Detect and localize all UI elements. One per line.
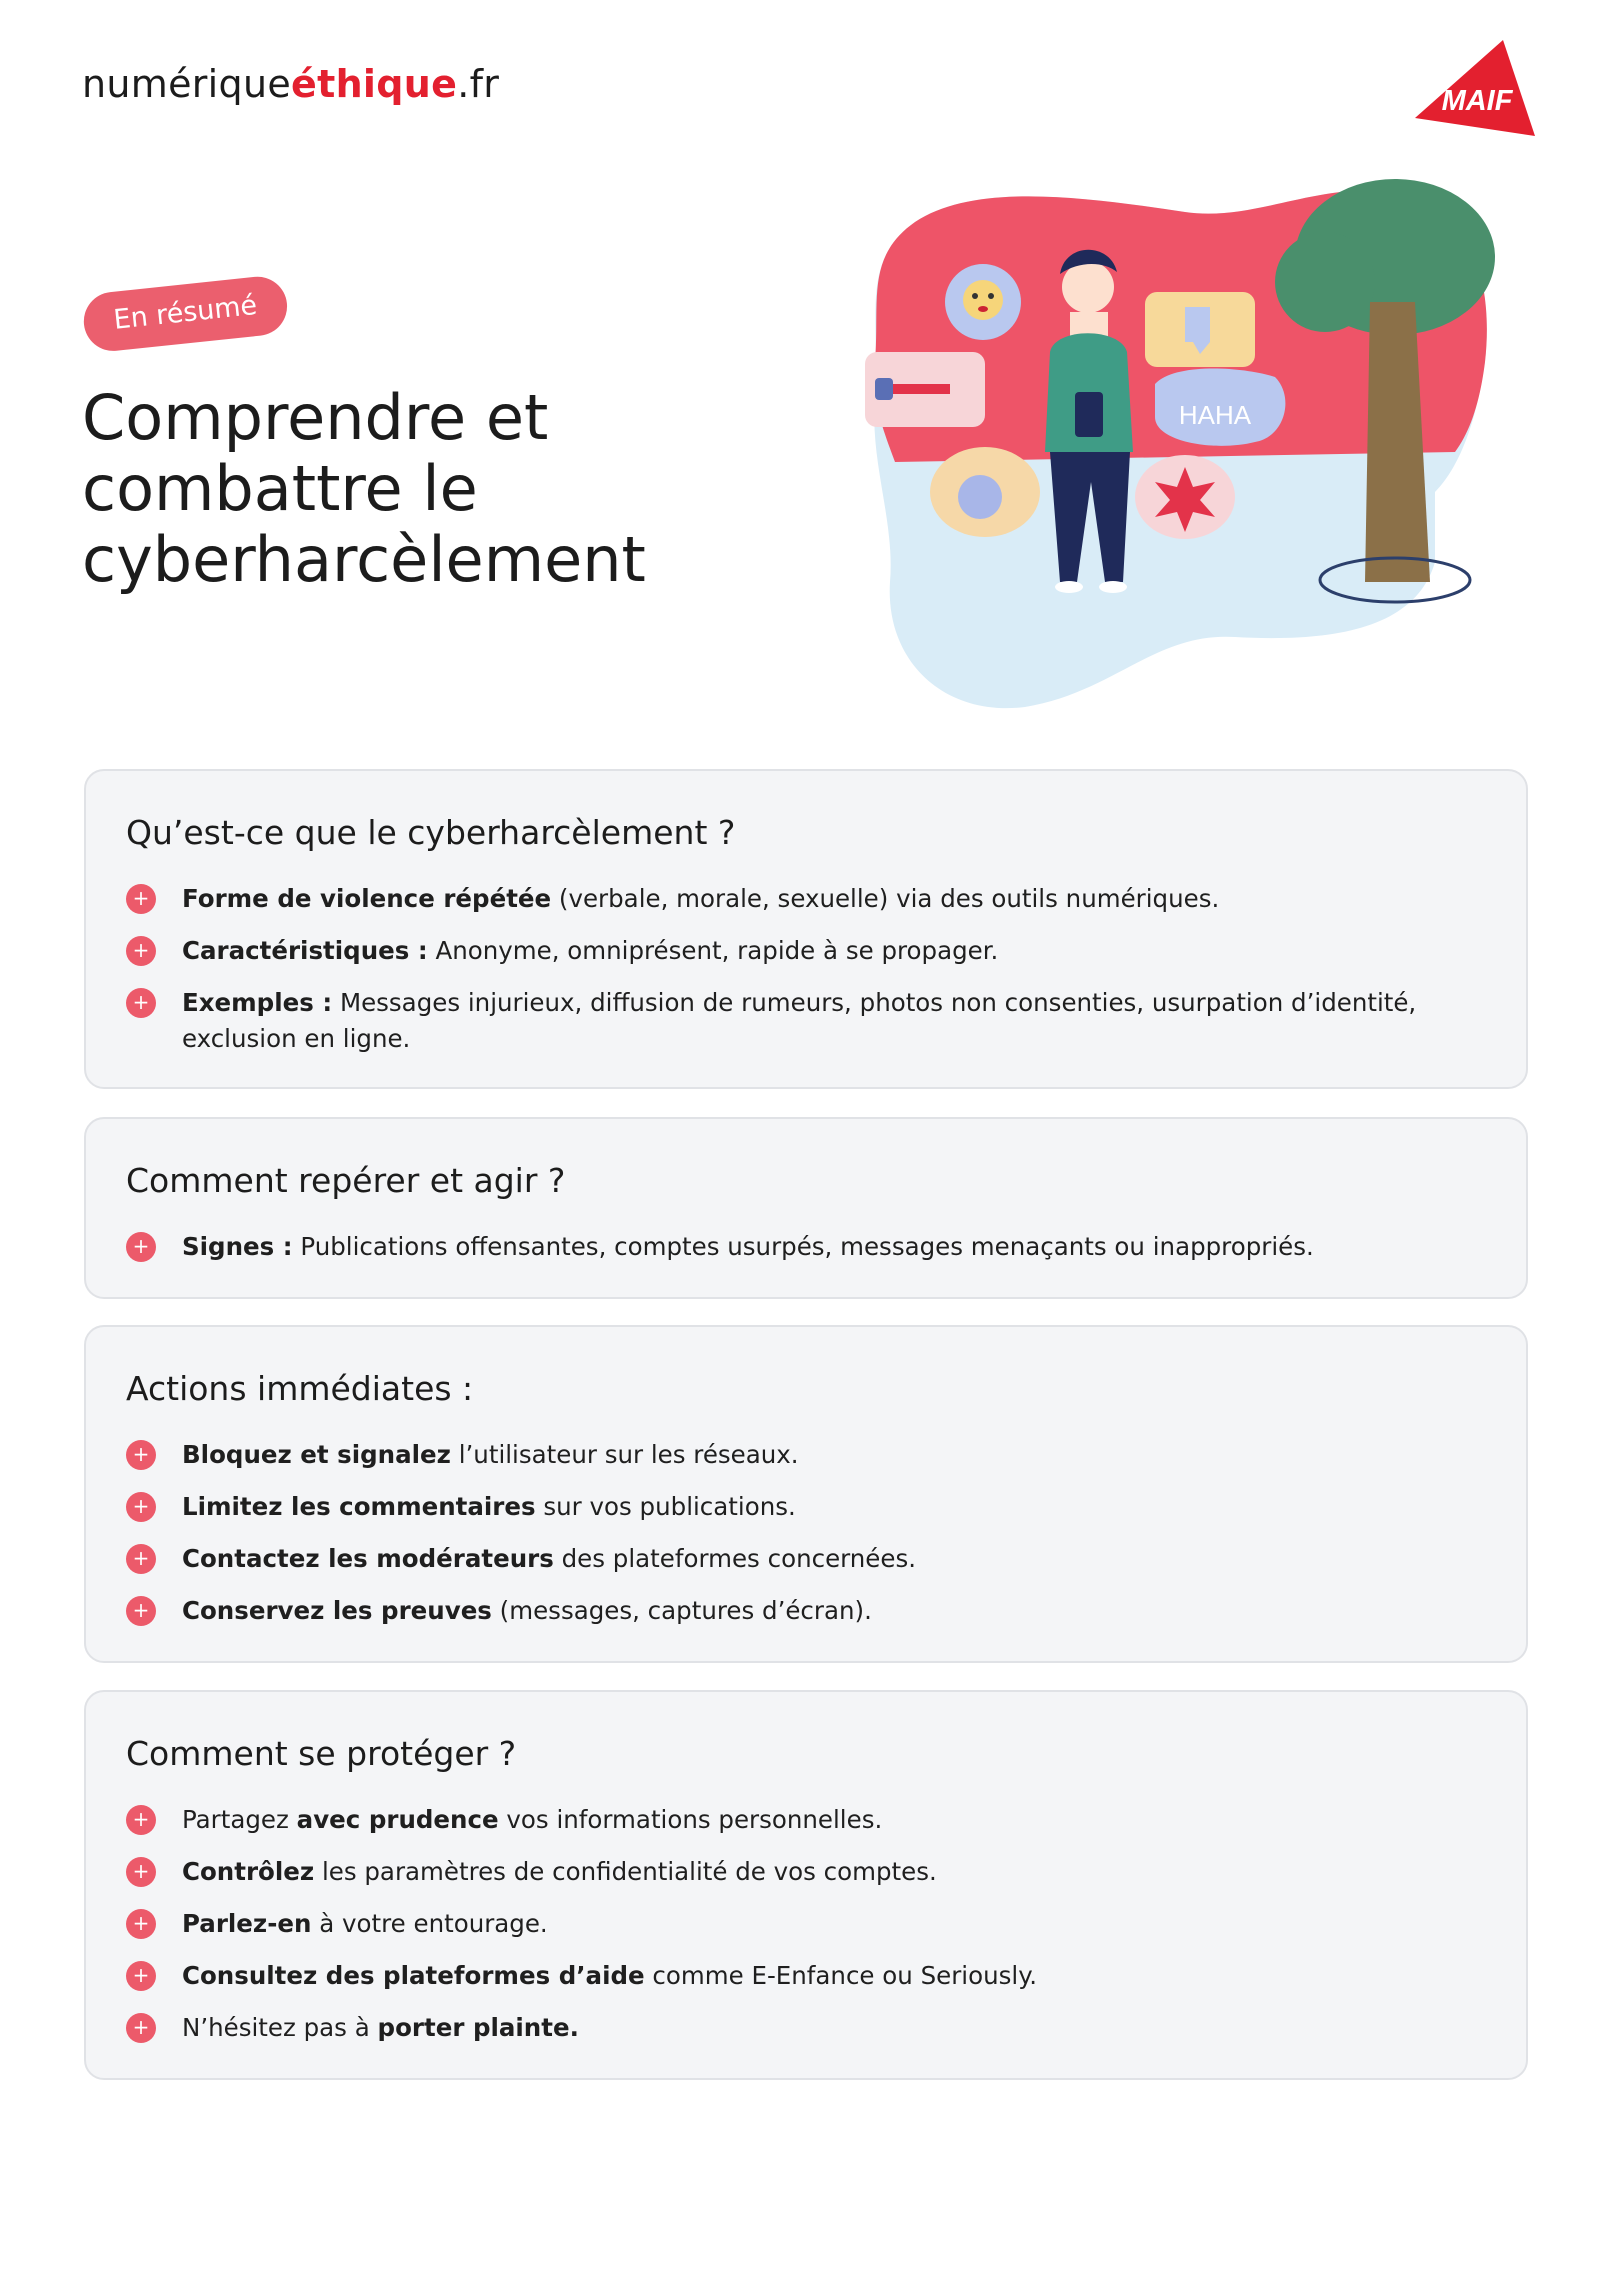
section-heading: Comment se protéger ? <box>126 1734 517 1773</box>
brand-prefix: numérique <box>82 62 292 106</box>
section-definition <box>84 769 1528 1089</box>
section-protect <box>84 1690 1528 2080</box>
plus-icon: + <box>126 2013 156 2043</box>
site-brand[interactable] <box>82 62 499 106</box>
item-text: l’utilisateur sur les réseaux. <box>450 1440 799 1469</box>
item-bold: porter plainte. <box>377 2013 579 2042</box>
item-text: (messages, captures d’écran). <box>491 1596 872 1625</box>
bullet-list <box>126 1437 1486 1629</box>
brand-accent: éthique <box>291 62 458 106</box>
list-item <box>126 985 1486 1057</box>
plus-icon: + <box>126 1857 156 1887</box>
plus-icon: + <box>126 936 156 966</box>
bullet-list <box>126 1229 1486 1265</box>
list-item <box>126 1958 1486 1994</box>
cyberbullying-illustration <box>855 162 1495 722</box>
item-text: sur vos publications. <box>535 1492 796 1521</box>
item-bold: Exemples : <box>182 988 333 1017</box>
section-heading: Actions immédiates : <box>126 1369 474 1408</box>
plus-icon: + <box>126 884 156 914</box>
item-text: les paramètres de confidentialité de vos comptes. <box>314 1857 937 1886</box>
item-text: à votre entourage. <box>311 1909 548 1938</box>
item-text: comme E-Enfance ou Seriously. <box>644 1961 1037 1990</box>
item-bold: Bloquez et signalez <box>182 1440 451 1469</box>
maif-logo[interactable] <box>1415 40 1535 136</box>
item-text: Anonyme, omniprésent, rapide à se propager. <box>427 936 999 965</box>
item-pre: Partagez <box>182 1805 297 1834</box>
item-bold: Signes : <box>182 1232 293 1261</box>
plus-icon: + <box>126 1544 156 1574</box>
list-item <box>126 1854 1486 1890</box>
phone <box>1075 392 1103 437</box>
haha-text: HAHA <box>1178 400 1252 430</box>
item-text: des plateformes concernées. <box>553 1544 917 1573</box>
list-item <box>126 1593 1486 1629</box>
item-bold: Limitez les commentaires <box>182 1492 536 1521</box>
list-item <box>126 1229 1486 1265</box>
item-bold: Conservez les preuves <box>182 1596 492 1625</box>
brand-suffix: .fr <box>457 62 500 106</box>
list-item <box>126 1489 1486 1525</box>
item-text: Publications offensantes, comptes usurpés, messages menaçants ou inappropriés. <box>292 1232 1314 1261</box>
list-item <box>126 1906 1486 1942</box>
item-text: Messages injurieux, diffusion de rumeurs, photos non consenties, usurpation d’identité, exclusion en ligne. <box>182 988 1417 1053</box>
section-actions <box>84 1325 1528 1663</box>
page-title: Comprendre et combattre le cyberharcèlement <box>82 381 646 596</box>
section-detect <box>84 1117 1528 1299</box>
item-bold: Contactez les modérateurs <box>182 1544 554 1573</box>
item-text: vos informations personnelles. <box>498 1805 883 1834</box>
bullet-list <box>126 1802 1486 2046</box>
list-item <box>126 881 1486 917</box>
section-heading: Comment repérer et agir ? <box>126 1161 566 1200</box>
item-bold: Contrôlez <box>182 1857 315 1886</box>
plus-icon: + <box>126 1961 156 1991</box>
plus-icon: + <box>126 1440 156 1470</box>
section-heading: Qu’est-ce que le cyberharcèlement ? <box>126 813 736 852</box>
maif-logo-text: MAIF <box>1441 85 1513 117</box>
plus-icon: + <box>126 988 156 1018</box>
summary-badge: En résumé <box>81 274 290 354</box>
bullet-list <box>126 881 1486 1057</box>
plus-icon: + <box>126 1909 156 1939</box>
item-bold: Parlez-en <box>182 1909 312 1938</box>
item-bold: Caractéristiques : <box>182 936 428 965</box>
list-item <box>126 1541 1486 1577</box>
person-head <box>1062 261 1114 313</box>
item-text: (verbale, morale, sexuelle) via des outils numériques. <box>551 884 1220 913</box>
list-item <box>126 1802 1486 1838</box>
plus-icon: + <box>126 1232 156 1262</box>
item-bold: Consultez des plateformes d’aide <box>182 1961 645 1990</box>
plus-icon: + <box>126 1492 156 1522</box>
list-item <box>126 2010 1486 2046</box>
item-bold: avec prudence <box>296 1805 499 1834</box>
list-item <box>126 1437 1486 1473</box>
item-pre: N’hésitez pas à <box>182 2013 378 2042</box>
list-item <box>126 933 1486 969</box>
item-bold: Forme de violence répétée <box>182 884 552 913</box>
plus-icon: + <box>126 1596 156 1626</box>
plus-icon: + <box>126 1805 156 1835</box>
